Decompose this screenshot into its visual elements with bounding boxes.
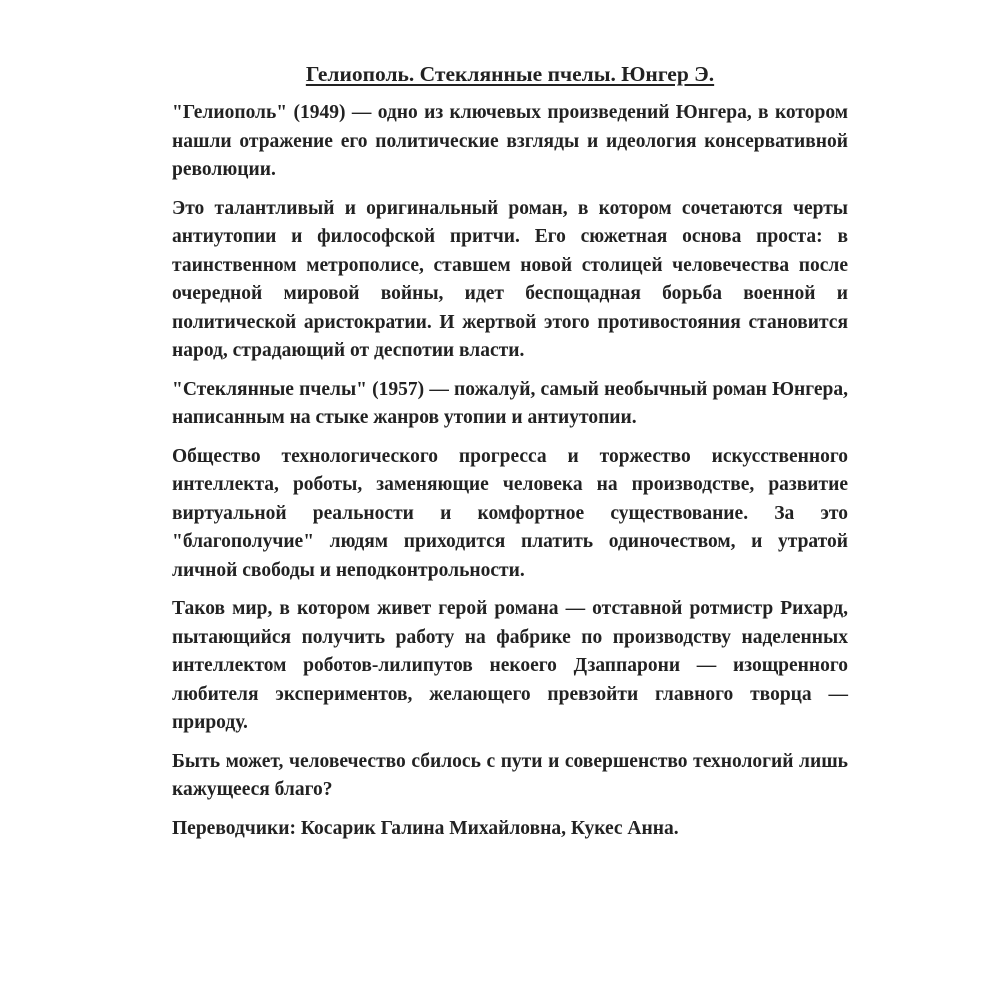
paragraph-question: Быть может, человечество сбилось с пути и совершенство технологий лишь кажущееся благо? xyxy=(172,750,848,800)
page-title: Гелиополь. Стеклянные пчелы. Юнгер Э. xyxy=(305,62,715,86)
paragraph-glass-bees-hero: Таков мир, в котором живет герой романа — отставной ротмистр Рихард, пытающийся получить работу на фабрике по производству наделенных интеллектом роботов-лилипутов некоего Дзаппарони — изощренного любителя экспериментов, желающего превзойти главного творца — природу. xyxy=(172,598,848,733)
book-description xyxy=(172,58,848,853)
paragraph-heliopolis-plot: Это талантливый и оригинальный роман, в котором сочетаются черты антиутопии и философской притчи. Его сюжетная основа проста: в таинственном метрополисе, ставшем новой столицей человечества после очередной мировой войны, идет беспощадная борьба военной и политической аристократии. И жертвой этого противостояния становится народ, страдающий от деспотии власти. xyxy=(172,197,848,361)
paragraph-glass-bees-intro: "Стеклянные пчелы" (1957) — пожалуй, самый необычный роман Юнгера, написанным на стыке жанров утопии и антиутопии. xyxy=(172,378,848,428)
paragraph-heliopolis-intro: "Гелиополь" (1949) — одно из ключевых произведений Юнгера, в котором нашли отражение его политические взгляды и идеология консервативной революции. xyxy=(172,102,848,180)
paragraph-translators: Переводчики: Косарик Галина Михайловна, Кукес Анна. xyxy=(172,817,679,839)
paragraph-glass-bees-society: Общество технологического прогресса и торжество искусственного интеллекта, роботы, заменяющие человека на производстве, развитие виртуальной реальности и комфортное существование. За это "благополучие" людям приходится платить одиночеством, и утратой личной свободы и неподконтрольности. xyxy=(172,445,848,581)
